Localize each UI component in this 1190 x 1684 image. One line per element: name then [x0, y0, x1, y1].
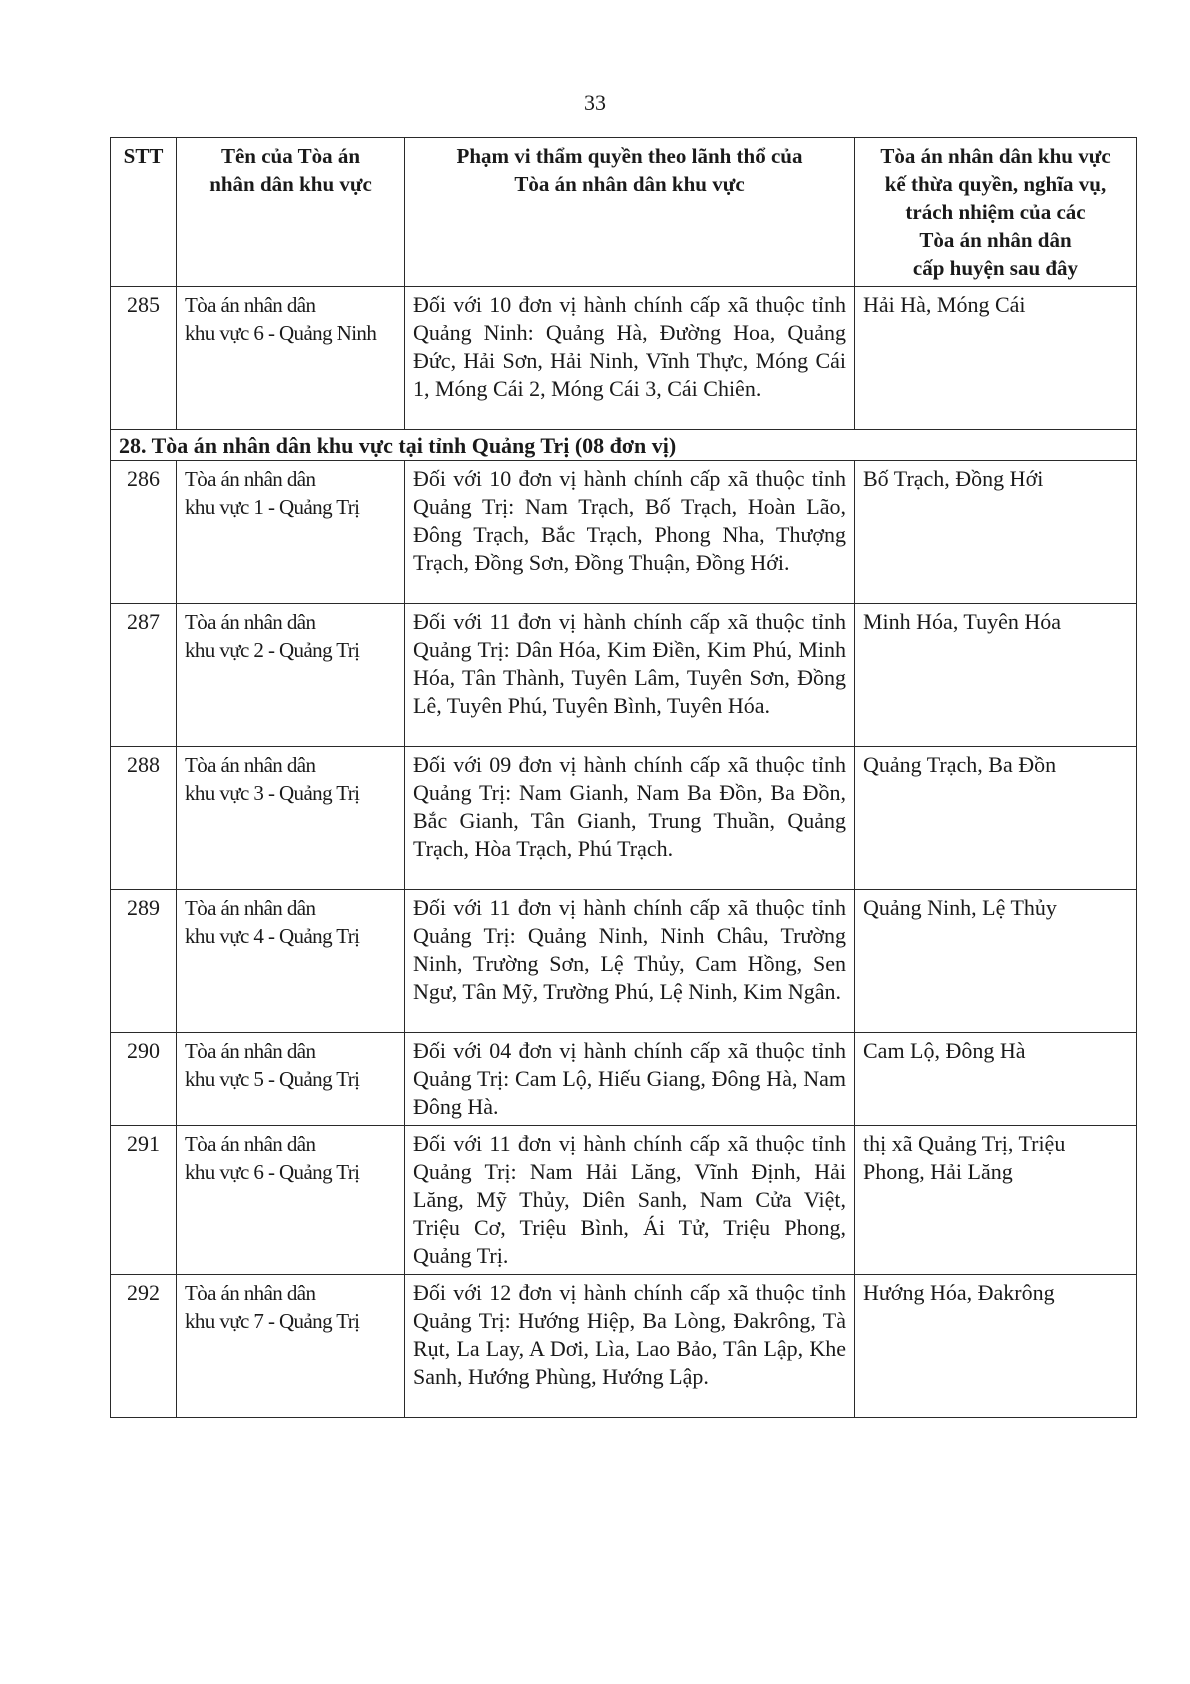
row-court-name	[177, 1033, 405, 1126]
row-stt: 290	[111, 1033, 177, 1126]
row-scope: Đối với 10 đơn vị hành chính cấp xã thuộc tỉnh Quảng Ninh: Quảng Hà, Đường Hoa, Quảng Đức, Hải Sơn, Hải Ninh, Vĩnh Thực, Móng Cái 1, Móng Cái 2, Móng Cái 3, Cái Chiên.	[405, 287, 855, 430]
table-header-row	[111, 138, 1137, 287]
header-court-name-line1: Tên của Tòa án	[220, 144, 361, 168]
court-name-line1: Tòa án nhân dân	[185, 467, 316, 491]
court-name-line1: Tòa án nhân dân	[185, 896, 316, 920]
header-stt: STT	[111, 138, 177, 287]
row-scope: Đối với 11 đơn vị hành chính cấp xã thuộc tỉnh Quảng Trị: Nam Hải Lăng, Vĩnh Định, Hải Lăng, Mỹ Thủy, Diên Sanh, Nam Cửa Việt, Triệu Cơ, Triệu Bình, Ái Tử, Triệu Phong, Quảng Trị.	[405, 1126, 855, 1275]
row-court-name	[177, 287, 405, 430]
row-inherit: Quảng Trạch, Ba Đồn	[855, 747, 1137, 890]
row-stt: 287	[111, 604, 177, 747]
court-name-line1: Tòa án nhân dân	[185, 293, 316, 317]
court-name-line1: Tòa án nhân dân	[185, 753, 316, 777]
row-inherit: Hướng Hóa, Đakrông	[855, 1275, 1137, 1418]
row-court-name	[177, 461, 405, 604]
row-stt: 288	[111, 747, 177, 890]
row-court-name	[177, 604, 405, 747]
court-name-line1: Tòa án nhân dân	[185, 1132, 316, 1156]
court-name-line2: khu vực 5 - Quảng Trị	[185, 1067, 360, 1091]
row-court-name	[177, 1275, 405, 1418]
court-name-line1: Tòa án nhân dân	[185, 610, 316, 634]
row-scope: Đối với 04 đơn vị hành chính cấp xã thuộc tỉnh Quảng Trị: Cam Lộ, Hiếu Giang, Đông Hà, Nam Đông Hà.	[405, 1033, 855, 1126]
court-name-line2: khu vực 6 - Quảng Trị	[185, 1160, 360, 1184]
table-row	[111, 1275, 1137, 1418]
court-name-line2: khu vực 7 - Quảng Trị	[185, 1309, 360, 1333]
table-row	[111, 890, 1137, 1033]
row-inherit: Cam Lộ, Đông Hà	[855, 1033, 1137, 1126]
header-territorial-scope	[405, 138, 855, 287]
table-row	[111, 604, 1137, 747]
header-inherit-line3: trách nhiệm của các	[905, 200, 1086, 224]
row-court-name	[177, 890, 405, 1033]
table-row	[111, 1033, 1137, 1126]
header-court-name-line2: nhân dân khu vực	[209, 172, 372, 196]
row-inherit: thị xã Quảng Trị, Triệu Phong, Hải Lăng	[855, 1126, 1137, 1275]
row-stt: 289	[111, 890, 177, 1033]
court-jurisdiction-table	[110, 137, 1137, 1418]
header-scope-line2: Tòa án nhân dân khu vực	[514, 172, 745, 196]
row-inherit: Minh Hóa, Tuyên Hóa	[855, 604, 1137, 747]
table-row	[111, 747, 1137, 890]
header-inherit-line4: Tòa án nhân dân	[919, 228, 1072, 252]
court-name-line2: khu vực 6 - Quảng Ninh	[185, 321, 377, 345]
header-inherit-line5: cấp huyện sau đây	[912, 256, 1079, 280]
header-court-name	[177, 138, 405, 287]
row-stt: 292	[111, 1275, 177, 1418]
header-scope-line1: Phạm vi thẩm quyền theo lãnh thổ của	[456, 144, 803, 168]
row-scope: Đối với 10 đơn vị hành chính cấp xã thuộc tỉnh Quảng Trị: Nam Trạch, Bố Trạch, Hoàn Lão, Đông Trạch, Bắc Trạch, Phong Nha, Thượng Trạch, Đồng Sơn, Đồng Thuận, Đồng Hới.	[405, 461, 855, 604]
court-name-line1: Tòa án nhân dân	[185, 1281, 316, 1305]
header-inherit-line2: kế thừa quyền, nghĩa vụ,	[884, 172, 1107, 196]
row-scope: Đối với 09 đơn vị hành chính cấp xã thuộc tỉnh Quảng Trị: Nam Gianh, Nam Ba Đồn, Ba Đồn, Bắc Gianh, Tân Gianh, Trung Thuần, Quảng Trạch, Hòa Trạch, Phú Trạch.	[405, 747, 855, 890]
row-inherit: Bố Trạch, Đồng Hới	[855, 461, 1137, 604]
row-stt: 291	[111, 1126, 177, 1275]
court-name-line2: khu vực 2 - Quảng Trị	[185, 638, 360, 662]
table-row	[111, 1126, 1137, 1275]
header-inheriting-courts	[855, 138, 1137, 287]
page-number: 33	[584, 90, 606, 115]
court-name-line1: Tòa án nhân dân	[185, 1039, 316, 1063]
row-scope: Đối với 11 đơn vị hành chính cấp xã thuộc tỉnh Quảng Trị: Quảng Ninh, Ninh Châu, Trường Ninh, Trường Sơn, Lệ Thủy, Cam Hồng, Sen Ngư, Tân Mỹ, Trường Phú, Lệ Ninh, Kim Ngân.	[405, 890, 855, 1033]
row-court-name	[177, 747, 405, 890]
table-row	[111, 287, 1137, 430]
row-inherit: Quảng Ninh, Lệ Thủy	[855, 890, 1137, 1033]
header-inherit-line1: Tòa án nhân dân khu vực	[880, 144, 1111, 168]
row-inherit: Hải Hà, Móng Cái	[855, 287, 1137, 430]
court-name-line2: khu vực 1 - Quảng Trị	[185, 495, 360, 519]
row-scope: Đối với 11 đơn vị hành chính cấp xã thuộc tỉnh Quảng Trị: Dân Hóa, Kim Điền, Kim Phú, Minh Hóa, Tân Thành, Tuyên Lâm, Tuyên Sơn, Đồng Lê, Tuyên Phú, Tuyên Bình, Tuyên Hóa.	[405, 604, 855, 747]
court-name-line2: khu vực 3 - Quảng Trị	[185, 781, 360, 805]
row-stt: 285	[111, 287, 177, 430]
row-court-name	[177, 1126, 405, 1275]
court-name-line2: khu vực 4 - Quảng Trị	[185, 924, 360, 948]
table-row	[111, 461, 1137, 604]
row-scope: Đối với 12 đơn vị hành chính cấp xã thuộc tỉnh Quảng Trị: Hướng Hiệp, Ba Lòng, Đakrông, Tà Rụt, La Lay, A Dơi, Lìa, Lao Bảo, Tân Lập, Khe Sanh, Hướng Phùng, Hướng Lập.	[405, 1275, 855, 1418]
row-stt: 286	[111, 461, 177, 604]
section-title: 28. Tòa án nhân dân khu vực tại tỉnh Quảng Trị (08 đơn vị)	[111, 430, 1137, 461]
section-heading-row	[111, 430, 1137, 461]
